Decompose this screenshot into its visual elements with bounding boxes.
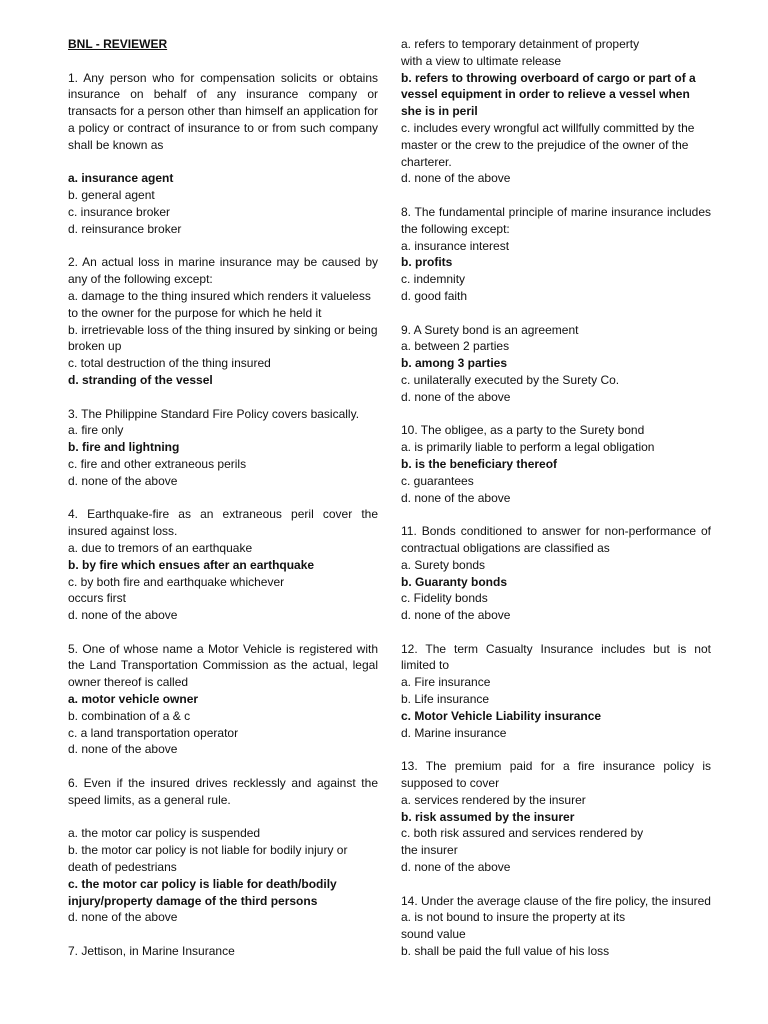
- left-column: [68, 36, 378, 977]
- answer-option: d. none of the above: [68, 608, 178, 623]
- answer-option: d. none of the above: [68, 742, 178, 757]
- question-block: [68, 506, 378, 624]
- question-block: [401, 893, 711, 960]
- answer-option: c. a land transportation operator: [68, 725, 239, 740]
- answer-option: a. is primarily liable to perform a legal obligation: [401, 440, 655, 455]
- question-text: 6. Even if the insured drives recklessly and against the speed limits, as a general rule.: [68, 776, 378, 807]
- answer-option: c. by both fire and earthquake whichever occurs first: [68, 574, 285, 606]
- answer-option: d. none of the above: [401, 490, 511, 505]
- answer-option: b. general agent: [68, 188, 155, 203]
- answer-option: a. Fire insurance: [401, 675, 491, 690]
- answer-option: a. fire only: [68, 423, 124, 438]
- blank-line: [68, 154, 378, 171]
- answer-option: c. indemnity: [401, 272, 466, 287]
- answer-option: d. none of the above: [68, 473, 178, 488]
- answer-option: a. damage to the thing insured which renders it valueless to the owner for the purpose for which he held it: [68, 288, 371, 320]
- answer-option: d. none of the above: [401, 860, 511, 875]
- question-text: 12. The term Casualty Insurance includes but is not limited to: [401, 641, 711, 673]
- answer-option-correct: b. among 3 parties: [401, 356, 508, 371]
- question-block: [401, 204, 711, 305]
- question-block: [68, 70, 378, 238]
- question-7-options-continued: [401, 36, 711, 187]
- answer-option: c. Fidelity bonds: [401, 591, 488, 606]
- answer-option: c. guarantees: [401, 473, 474, 488]
- answer-option-correct: b. Guaranty bonds: [401, 574, 508, 589]
- right-column: [401, 36, 711, 977]
- answer-option: a. services rendered by the insurer: [401, 792, 586, 807]
- question-block: [68, 943, 378, 960]
- question-block: [68, 254, 378, 388]
- answer-option: c. includes every wrongful act willfully committed by the master or the crew to the prejudice of the owner of the charterer.: [401, 120, 695, 169]
- right-question-list: [401, 204, 711, 960]
- answer-option-correct: c. the motor car policy is liable for death/bodily injury/property damage of the third persons: [68, 876, 337, 908]
- answer-option: d. good faith: [401, 288, 468, 303]
- question-block: [68, 641, 378, 759]
- question-text: 4. Earthquake-fire as an extraneous peril cover the insured against loss.: [68, 507, 378, 539]
- answer-option-correct: b. by fire which ensues after an earthquake: [68, 557, 315, 572]
- answer-option: a. the motor car policy is suspended: [68, 826, 261, 841]
- answer-option: c. fire and other extraneous perils: [68, 456, 247, 471]
- answer-option: b. the motor car policy is not liable for bodily injury or death of pedestrians: [68, 843, 348, 875]
- question-text: 14. Under the average clause of the fire policy, the insured: [401, 893, 711, 908]
- answer-option-correct: d. stranding of the vessel: [68, 372, 213, 387]
- question-text: 3. The Philippine Standard Fire Policy covers basically.: [68, 406, 360, 421]
- answer-option-correct: a. insurance agent: [68, 171, 174, 186]
- answer-option: b. combination of a & c: [68, 708, 191, 723]
- document-title: BNL - REVIEWER: [68, 37, 168, 51]
- answer-option: b. Life insurance: [401, 692, 490, 707]
- question-text: 1. Any person who for compensation solicits or obtains insurance on behalf of any insurance company or transacts for a person other than himself an application for a policy or contract of insurance to or from such company shall be known as: [68, 70, 378, 152]
- answer-option: c. insurance broker: [68, 204, 171, 219]
- answer-option: d. none of the above: [68, 910, 178, 925]
- answer-option: d. reinsurance broker: [68, 221, 182, 236]
- question-text: 2. An actual loss in marine insurance may be caused by any of the following except:: [68, 255, 378, 287]
- question-block: [401, 523, 711, 624]
- question-block: [401, 322, 711, 406]
- question-text: 7. Jettison, in Marine Insurance: [68, 944, 235, 959]
- question-block: [68, 406, 378, 490]
- answer-option: c. both risk assured and services rendered by the insurer: [401, 826, 644, 858]
- answer-option: a. Surety bonds: [401, 557, 486, 572]
- answer-option: c. total destruction of the thing insured: [68, 356, 271, 371]
- answer-option: d. none of the above: [401, 608, 511, 623]
- question-block: [401, 758, 711, 876]
- answer-option: a. between 2 parties: [401, 339, 510, 354]
- answer-option: a. insurance interest: [401, 238, 510, 253]
- question-text: 8. The fundamental principle of marine insurance includes the following except:: [401, 204, 711, 236]
- answer-option: d. Marine insurance: [401, 725, 507, 740]
- question-block: [401, 422, 711, 506]
- answer-option: a. due to tremors of an earthquake: [68, 540, 253, 555]
- question-text: 9. A Surety bond is an agreement: [401, 322, 579, 337]
- answer-option-correct: b. fire and lightning: [68, 440, 180, 455]
- question-block: [68, 775, 378, 926]
- answer-option: a. refers to temporary detainment of property with a view to ultimate release: [401, 37, 640, 68]
- answer-option-correct: b. risk assumed by the insurer: [401, 809, 575, 824]
- answer-option-correct: c. Motor Vehicle Liability insurance: [401, 708, 602, 723]
- blank-line: [68, 809, 378, 826]
- answer-option: c. unilaterally executed by the Surety Co.: [401, 372, 620, 387]
- question-text: 5. One of whose name a Motor Vehicle is registered with the Land Transportation Commission as the actual, legal owner thereof is called: [68, 641, 378, 690]
- left-question-list: [68, 70, 378, 960]
- question-text: 10. The obligee, as a party to the Surety bond: [401, 423, 645, 438]
- answer-option: d. none of the above: [401, 171, 511, 186]
- question-block: [401, 641, 711, 742]
- answer-option-correct: b. refers to throwing overboard of cargo or part of a vessel equipment in order to relieve a vessel when she is in peril: [401, 70, 696, 119]
- answer-option: b. irretrievable loss of the thing insured by sinking or being broken up: [68, 322, 378, 354]
- answer-option-correct: b. is the beneficiary thereof: [401, 456, 558, 471]
- answer-option: b. shall be paid the full value of his loss: [401, 944, 610, 959]
- answer-option: d. none of the above: [401, 389, 511, 404]
- question-text: 13. The premium paid for a fire insurance policy is supposed to cover: [401, 759, 711, 791]
- answer-option: a. is not bound to insure the property at its sound value: [401, 910, 626, 942]
- answer-option-correct: b. profits: [401, 255, 453, 270]
- question-text: 11. Bonds conditioned to answer for non-performance of contractual obligations are classified as: [401, 524, 711, 555]
- answer-option-correct: a. motor vehicle owner: [68, 692, 199, 707]
